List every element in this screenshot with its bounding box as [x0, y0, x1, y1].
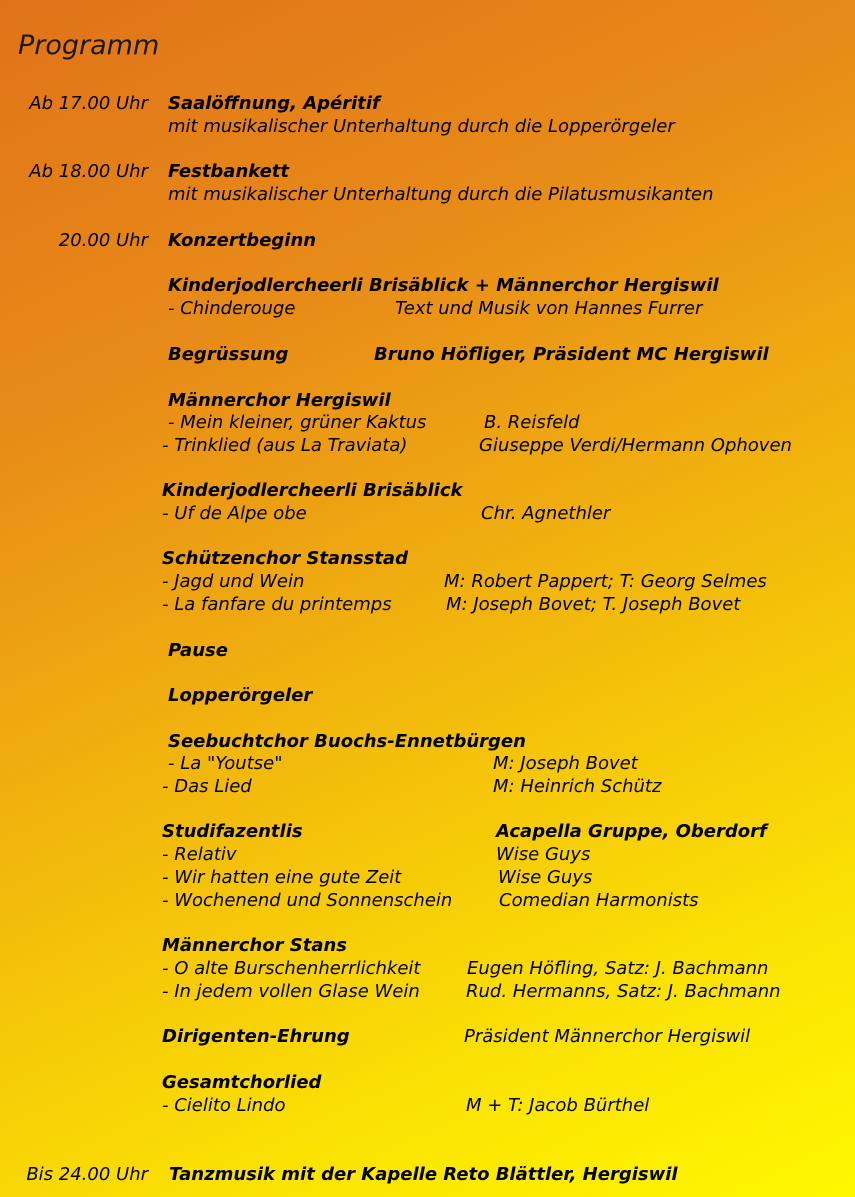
song-title: - La "Youtse" — [168, 753, 283, 774]
entry-heading: Tanzmusik mit der Kapelle Reto Blättler, Hergiswil — [169, 1164, 678, 1185]
block-heading: Studifazentlis — [162, 821, 303, 842]
song-credit: M: Joseph Bovet — [493, 753, 638, 774]
song-credit: Eugen Höfling, Satz: J. Bachmann — [467, 958, 769, 979]
block-credit: Präsident Männerchor Hergiswil — [464, 1026, 751, 1047]
block-heading: Lopperörgeler — [168, 685, 313, 706]
song-credit: Wise Guys — [498, 867, 593, 888]
block-heading: Dirigenten-Ehrung — [162, 1026, 350, 1047]
song-title: - Relativ — [162, 844, 237, 865]
song-title: - Das Lied — [162, 776, 252, 797]
block-heading: Begrüssung — [168, 344, 289, 365]
block-heading: Männerchor Hergiswil — [168, 390, 391, 411]
block-credit: Bruno Höfliger, Präsident MC Hergiswil — [374, 344, 769, 365]
block-credit: Acapella Gruppe, Oberdorf — [496, 821, 767, 842]
song-title: - La fanfare du printemps — [162, 594, 392, 615]
entry-subtitle: mit musikalischer Unterhaltung durch die Pilatusmusikanten — [168, 184, 714, 205]
entry-subtitle: mit musikalischer Unterhaltung durch die Lopperörgeler — [168, 116, 675, 137]
song-title: - Mein kleiner, grüner Kaktus — [168, 412, 427, 433]
song-title: - O alte Burschenherrlichkeit — [162, 958, 421, 979]
song-credit: Giuseppe Verdi/Hermann Ophoven — [479, 435, 792, 456]
song-title: - Cielito Lindo — [162, 1095, 286, 1116]
block-heading: Seebuchtchor Buochs-Ennetbürgen — [168, 731, 526, 752]
song-title: - Wir hatten eine gute Zeit — [162, 867, 402, 888]
block-heading: Kinderjodlercheerli Brisäblick — [162, 480, 463, 501]
time-label: Ab 18.00 Uhr — [29, 161, 148, 182]
song-credit: Comedian Harmonists — [499, 890, 699, 911]
page-title: Programm — [18, 30, 160, 61]
song-title: - Chinderouge — [168, 298, 296, 319]
entry-heading: Konzertbeginn — [168, 230, 317, 251]
block-heading: Pause — [168, 640, 228, 661]
block-heading: Schützenchor Stansstad — [162, 548, 408, 569]
song-title: - Uf de Alpe obe — [162, 503, 307, 524]
song-credit: Chr. Agnethler — [481, 503, 611, 524]
time-label: Ab 17.00 Uhr — [29, 93, 148, 114]
entry-heading: Festbankett — [168, 161, 290, 182]
song-credit: M: Heinrich Schütz — [493, 776, 662, 797]
song-title: - Wochenend und Sonnenschein — [162, 890, 453, 911]
block-heading: Männerchor Stans — [162, 935, 348, 956]
song-credit: Text und Musik von Hannes Furrer — [395, 298, 703, 319]
song-credit: M: Joseph Bovet; T. Joseph Bovet — [446, 594, 741, 615]
song-credit: Wise Guys — [496, 844, 591, 865]
song-title: - Trinklied (aus La Traviata) — [162, 435, 408, 456]
time-label: 20.00 Uhr — [58, 230, 148, 251]
song-credit: Rud. Hermanns, Satz: J. Bachmann — [466, 981, 781, 1002]
entry-heading: Saalöffnung, Apéritif — [168, 93, 380, 114]
song-title: - Jagd und Wein — [162, 571, 305, 592]
song-credit: M: Robert Pappert; T: Georg Selmes — [444, 571, 767, 592]
song-title: - In jedem vollen Glase Wein — [162, 981, 420, 1002]
song-credit: B. Reisfeld — [484, 412, 580, 433]
block-heading: Kinderjodlercheerli Brisäblick + Männerchor Hergiswil — [168, 275, 719, 296]
time-label: Bis 24.00 Uhr — [26, 1164, 148, 1185]
song-credit: M + T: Jacob Bürthel — [466, 1095, 650, 1116]
block-heading: Gesamtchorlied — [162, 1072, 322, 1093]
